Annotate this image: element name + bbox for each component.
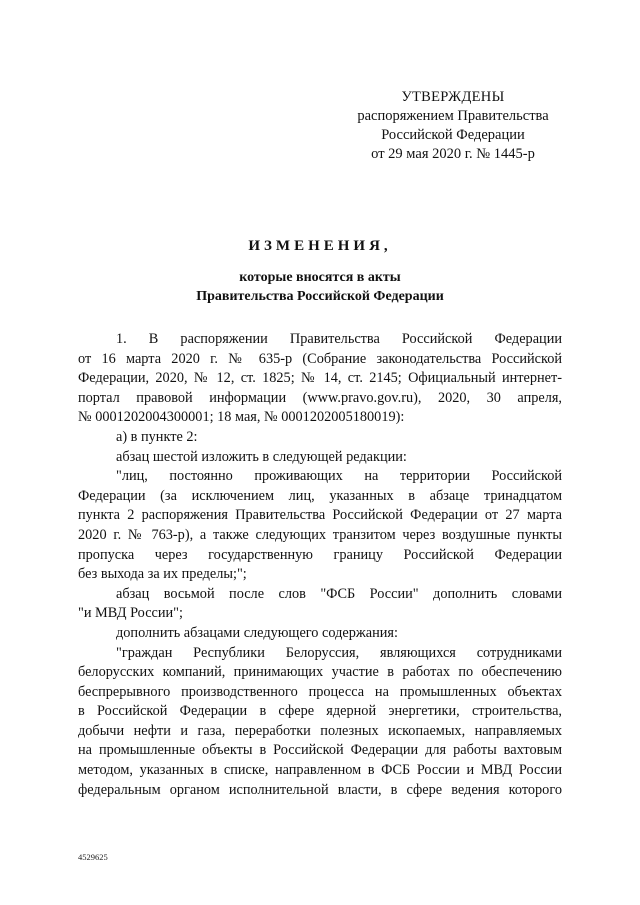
- body-line: методом, указанных в списке, направленном в ФСБ России и МВД России: [78, 762, 562, 779]
- approval-date-number: от 29 мая 2020 г. № 1445-р: [371, 146, 535, 162]
- body-line: 2020 г. № 763-р), а также следующих транзитом через воздушные пункты: [78, 526, 562, 543]
- body-line: добычи нефти и газа, переработки полезных ископаемых, направляемых: [78, 722, 562, 739]
- body-line: абзац шестой изложить в следующей редакции:: [116, 448, 407, 465]
- body-line: а) в пункте 2:: [116, 428, 198, 445]
- body-line: федеральным органом исполнительной власти, в сфере ведения которого: [78, 781, 562, 798]
- body-line: белорусских компаний, принимающих участие в работах по обеспечению: [78, 664, 562, 681]
- body-line: в Российской Федерации в сфере ядерной энергетики, строительства,: [78, 703, 562, 720]
- body-line: беспрерывного производственного процесса на промышленных объектах: [78, 683, 562, 700]
- approval-authority: распоряжением Правительства: [357, 108, 549, 124]
- document-code: 4529625: [78, 852, 108, 862]
- body-line: Федерации, 2020, № 12, ст. 1825; № 14, ст. 2145; Официальный интернет-: [78, 370, 562, 387]
- document-body: [78, 330, 562, 800]
- document-subtitle-line1: которые вносятся в акты: [239, 270, 401, 285]
- body-line: дополнить абзацами следующего содержания:: [116, 624, 398, 641]
- body-line: 1. В распоряжении Правительства Российской Федерации: [116, 331, 562, 347]
- body-line: "граждан Республики Белоруссия, являющихся сотрудниками: [116, 644, 562, 661]
- body-line: Федерации (за исключением лиц, указанных в абзаце тринадцатом: [78, 487, 562, 504]
- body-line: "лиц, постоянно проживающих на территории Российской: [116, 468, 562, 485]
- body-line: без выхода за их пределы;";: [78, 566, 247, 583]
- document-subtitle-line2: Правительства Российской Федерации: [196, 288, 444, 304]
- body-line: на промышленные объекты в Российской Федерации для работы вахтовым: [78, 742, 562, 759]
- body-line: № 0001202004300001; 18 мая, № 0001202005180019):: [78, 409, 405, 426]
- body-line: абзац восьмой после слов "ФСБ России" дополнить словами: [116, 585, 562, 602]
- document-heading: [80, 236, 560, 306]
- body-line: пропуска через государственную границу Российской Федерации: [78, 546, 562, 563]
- body-line: от 16 марта 2020 г. № 635-р (Собрание законодательства Российской: [78, 350, 562, 367]
- document-title: ИЗМЕНЕНИЯ,: [248, 238, 392, 254]
- approval-stamp: [330, 88, 576, 164]
- body-line: "и МВД России";: [78, 605, 183, 622]
- body-line: портал правовой информации (www.pravo.gov.ru), 2020, 30 апреля,: [78, 389, 562, 406]
- body-line: пункта 2 распоряжения Правительства Российской Федерации от 27 марта: [78, 507, 562, 524]
- approval-country: Российской Федерации: [381, 127, 525, 143]
- approval-heading: УТВЕРЖДЕНЫ: [401, 89, 505, 105]
